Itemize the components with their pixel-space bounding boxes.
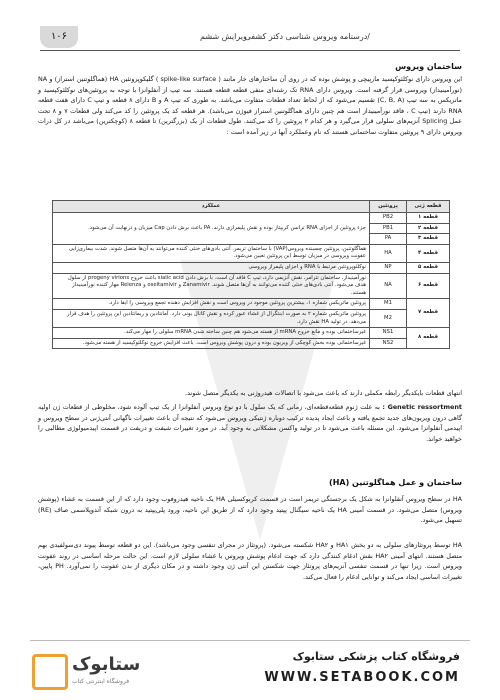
- protein-cell: NS1: [370, 328, 407, 339]
- segment-cell: قطعه ۴: [407, 244, 450, 262]
- table-row: [53, 213, 450, 224]
- setabook-logo: [30, 652, 180, 692]
- table-row: [53, 309, 450, 327]
- protein-cell: PA: [370, 234, 407, 245]
- section-heading-ha: ساختمان و عمل هماگلوتنین (HA): [329, 478, 462, 487]
- protein-cell: M2: [370, 309, 407, 327]
- function-cell: نوکلئوپروتئین مرتبط با RNA و اجزای پلیمراز ویروسی: [53, 262, 370, 273]
- header-divider: [40, 50, 460, 51]
- book-title: درسنامه ویروس شناسی دکتر کشفی/: [244, 32, 370, 41]
- function-cell: نورآمینیداز، ساختمان تترامر، نقش آنزیمی دارد، تیپ C فاقد آن است. با برش دادن sialic acid باعث خروج progeny virions از سلول هدف می‌شود. آنتی بادی‌های خنثی کننده می‌توانند به آن‌ها متصل شوند. Zanamivir و oseltamivir و Relenza مهار کننده نورآمینیداز هستند.: [53, 273, 370, 299]
- edition-label: ویرایش ششم: [200, 32, 247, 41]
- genetic-reassortment-text: به علت ژنوم قطعه‌قطعه‌ای، زمانی که یک سلول با دو نوع ویروس آنفلوانزا از یک تیپ آلوده شود، مخلوطی از قطعات ژن اولیه گاهی درون ویریون‌های جدید تجمع یافته و باعث ایجاد پدیده ترکیب دوباره ژنتیکی ویروس می‌شود که نتیجه آن باعث تغییرات ناگهانی آنتی‌ژنی در سطح ویروس و اپیدمی آنفلوانزا می‌شود. این مسئله باعث می‌شود تا در تولید واکسن مشکلاتی به وجود آید. در مورد تغییرات شیفت و دریفت در قسمت اپیدمیولوژی مطالبی را خواهید خواند.: [38, 403, 462, 443]
- segment-cell: قطعه ۲: [407, 223, 450, 234]
- protein-cell: NA: [370, 273, 407, 299]
- logo-subtitle: فروشگاه اینترنتی کتاب: [72, 678, 130, 685]
- segment-cell: قطعه ۶: [407, 273, 450, 299]
- protein-cell: PB1: [370, 223, 407, 234]
- function-cell: جزء پروتئین از اجزای RNA ترانس کریپتاز بوده و نقش پلیمرازی دارند. PA باعث برش دادن Cap میزبان و درنهایت آن می‌شود.: [53, 213, 370, 245]
- segment-cell: قطعه ۷: [407, 299, 450, 328]
- page-header: [40, 26, 460, 56]
- ha-cleavage-paragraph: HA توسط پروتئازهای سلولی به دو بخش HA۱ و HA۲ شکسته می‌شود. (پروتئاز در مجرای تنفسی وجود می‌باشد). این دو قطعه توسط پیوند دی‌سولفیدی بهم متصل هستند. انتهای آمینی HA۲ نقش ادغام کنندگی دارد که جهت ادغام پوشش ویروس با غشاء سلولی لازم است. این حالت مرحله اساسی در روند عفونت ویروس است. زیرا تنها در قسمت تنفسی آنزیم‌های پروتئاز جهت شکستن این آنتی ژن وجود داشته و در مکان دیگری از بدن عفونت را نمی‌آورد. PH پایین، تغییرات اساسی ایجاد می‌کند و توانایی ادغام را فعال می‌کند.: [38, 541, 463, 581]
- section-heading-virus-structure: ساختمان ویروس: [395, 62, 462, 71]
- ha-structure-paragraph: HA در سطح ویروس آنفلوانزا به شکل یک برجستگی تریمر است در قسمت کربوکسیلی HA یک ناحیه هیدروفوب وجود دارد که از این قسمت به غشاء (پوشش ویروس) متصل می‌شود. در قسمت آمینی HA یک ناحیه سیگنال پپتید وجود دارد که از طریق این ناحیه، ورود پلی‌پپتید به درون شبکه آندوپلاسمی صاف (RE) تسهیل می‌شود.: [38, 495, 463, 525]
- logo-text: ستابوک: [72, 654, 141, 675]
- page-number: ۱۰۶: [40, 26, 78, 48]
- table-row: [53, 299, 450, 310]
- table-row: [53, 273, 450, 299]
- function-cell: غیرساختمانی بوده و مانع خروج mRNA از هسته می‌شود هم چنین ساخته شدن mRNA سلولی را مهار می‌کند.: [53, 328, 370, 339]
- col-header-segment: قطعه ژنی: [407, 201, 450, 213]
- segment-cell: قطعه ۵: [407, 262, 450, 273]
- table-row: [53, 244, 450, 262]
- table-row: [53, 262, 450, 273]
- col-header-protein: پروتئین: [370, 201, 407, 213]
- protein-cell: PB2: [370, 213, 407, 224]
- protein-cell: HA: [370, 244, 407, 262]
- col-header-function: عملکرد: [53, 201, 370, 213]
- complementary-ends-paragraph: انتهای قطعات بایکدیگر رابطه مکملی دارند که باعث می‌شود با اتصالات هیدروژنی به یکدیگر متصل شوند.: [185, 389, 462, 397]
- genetic-reassortment-paragraph: [38, 402, 462, 444]
- table-row: [53, 338, 450, 349]
- function-cell: غیرساختمانی بوده بخش کوچکی از ویریون بوده و درون پوشش ویروس است. باعث افزایش خروج نوکلئوکپسید از هسته می‌شود.: [53, 338, 370, 349]
- segment-cell: قطعه ۳: [407, 234, 450, 245]
- genetic-reassortment-label: Genetic ressortment :: [382, 403, 462, 411]
- function-cell: هماگلوتنین، پروتئین چسبنده ویروس(VAP) با ساختمان تریمر. آنتی بادی‌های خنثی کننده می‌توانند به آن‌ها متصل شوند. شدت بیماری‌زایی عفونت ویروسی در میزبان توسط این پروتئین تعیین می‌شود.: [53, 244, 370, 262]
- function-cell: پروتئین ماتریکس شماره ۱، بیشترین پروتئین موجود در ویروس است و نقش افزایش دهنده تجمع ویروسی را ایفا دارد.: [53, 299, 370, 310]
- table-header-row: [53, 201, 450, 213]
- protein-cell: M1: [370, 299, 407, 310]
- protein-cell: NS2: [370, 338, 407, 349]
- logo-mark-icon: [32, 654, 68, 690]
- segments-table: [52, 200, 450, 349]
- virus-structure-paragraph: این ویروس دارای نوکلئوکپسید مارپیچی و پوشش بوده که در روی آن ساختارهای خار مانند ( spike-like surface ) گلیکوپروتئین HA (هماگلوتنین استراز) و NA (نورآمینیداز) ویروسی قرار گرفته است. ویروس دارای RNA تک رشته‌ای منفی قطعه قطعه هستند. سه تیپ از آنفلوانزا با توجه به پروتئین‌های نوکلئوکپسید و ماتریکس به سه تیپ (C, B, A) تقسیم می‌شود که از لحاظ تعداد قطعات متفاوت می‌باشد. به طوری که تیپ A و B دارای ۸ قطعه و تیپ C دارای هفت قطعه RNA دارند (تیپ C ، فاقد نورآمینیداز است هم چنین دارای هماگلوتنین استراز فیوژن می‌باشد). هر قطعه کد یک پروتئین را کد می‌کند ولی قطعات ۷ و ۸ تحت عمل Splicing آنزیم‌های سلولی قرار می‌گیرد و هر کدام ۲ پروتئین را کد می‌کنند. طول قطعات از یک (بزرگترین) تا قطعه ۸ (کوچکترین) می‌باشد در کل ذرات ویروس دارای ۹ پروتئین متفاوت ساختمانی هستند که نام وعملکرد آنها در زیر آمده است :: [38, 75, 463, 136]
- protein-cell: NP: [370, 262, 407, 273]
- store-url[interactable]: WWW.SETABOOK.COM: [264, 670, 460, 685]
- segment-cell: قطعه ۱: [407, 213, 450, 224]
- store-name: فروشگاه کتاب پزشکی ستابوک: [292, 650, 460, 663]
- table-row: [53, 328, 450, 339]
- function-cell: پروتئین ماتریکس شماره ۲ به صورت اینتگرال از غشاء عبور کرده و نقش کانال یونی دارد. آمانتادین و ریمانتادین این پروتئین را هدف قرار می‌دهد. در تولید HA نقش دارد.: [53, 309, 370, 327]
- segment-cell: قطعه ۸: [407, 328, 450, 349]
- footer-divider: [30, 640, 470, 641]
